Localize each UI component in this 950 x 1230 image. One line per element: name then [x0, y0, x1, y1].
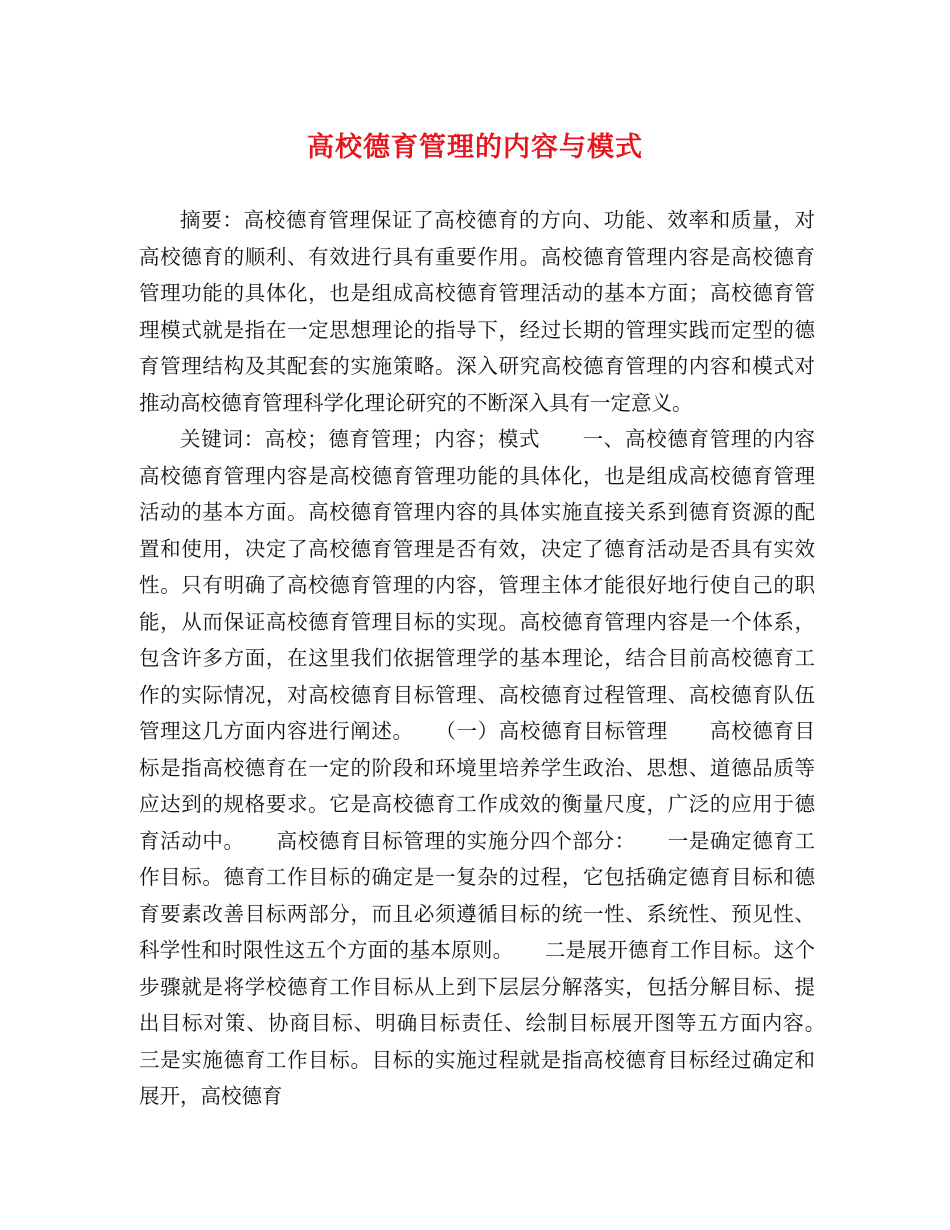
document-body: [139, 202, 856, 1115]
abstract-paragraph: 摘要：高校德育管理保证了高校德育的方向、功能、效率和质量，对高校德育的顺利、有效进行具有重要作用。高校德育管理内容是高校德育管理功能的具体化，也是组成高校德育管理活动的基本方面；高校德育管理模式就是指在一定思想理论的指导下，经过长期的管理实践而定型的德育管理结构及其配套的实施策略。深入研究高校德育管理的内容和模式对推动高校德育管理科学化理论研究的不断深入具有一定意义。: [139, 208, 815, 415]
body-paragraph: 关键词：高校；德育管理；内容；模式 一、高校德育管理的内容 高校德育管理内容是高校德育管理功能的具体化，也是组成高校德育管理活动的基本方面。高校德育管理内容的具体实施直接关系到德育资源的配置和使用，决定了高校德育管理是否有效，决定了德育活动是否具有实效性。只有明确了高校德育管理的内容，管理主体才能很好地行使自己的职能，从而保证高校德育管理目标的实现。高校德育管理内容是一个体系，包含许多方面，在这里我们依据管理学的基本理论，结合目前高校德育工作的实际情况，对高校德育目标管理、高校德育过程管理、高校德育队伍管理这几方面内容进行阐述。 （一）高校德育目标管理 高校德育目标是指高校德育在一定的阶段和环境里培养学生政治、思想、道德品质等应达到的规格要求。它是高校德育工作成效的衡量尺度，广泛的应用于德育活动中。 高校德育目标管理的实施分四个部分： 一是确定德育工作目标。德育工作目标的确定是一复杂的过程，它包括确定德育目标和德育要素改善目标两部分，而且必须遵循目标的统一性、系统性、预见性、科学性和时限性这五个方面的基本原则。 二是展开德育工作目标。这个步骤就是将学校德育工作目标从上到下层层分解落实，包括分解目标、提出目标对策、协商目标、明确目标责任、绘制目标展开图等五方面内容。 三是实施德育工作目标。目标的实施过程就是指高校德育目标经过确定和展开，高校德育: [139, 427, 856, 1108]
page-title: 高校德育管理的内容与模式: [307, 132, 643, 163]
